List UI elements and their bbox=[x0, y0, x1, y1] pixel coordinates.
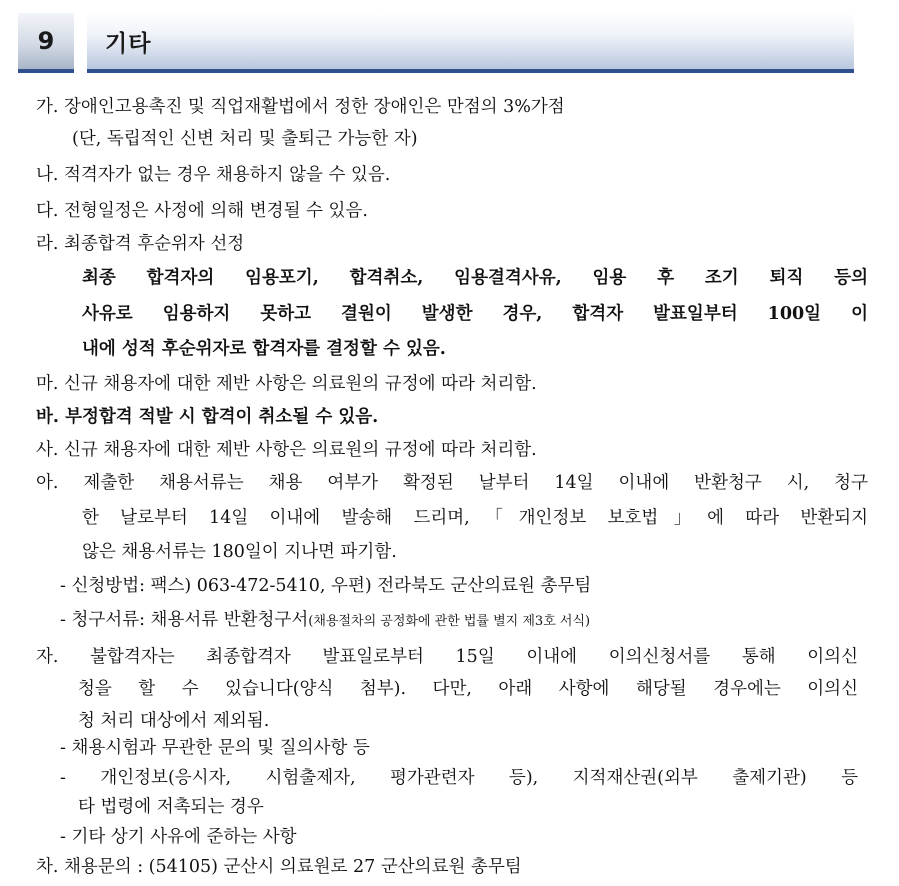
item-ra-detail-3: 내에 성적 후순위자로 합격자를 결정할 수 있음. bbox=[82, 339, 446, 359]
item-ma: 마. 신규 채용자에 대한 제반 사항은 의료원의 규정에 따라 처리함. bbox=[36, 374, 537, 394]
section-number: 9 bbox=[18, 13, 74, 73]
item-sa: 사. 신규 채용자에 대한 제반 사항은 의료원의 규정에 따라 처리함. bbox=[36, 440, 537, 460]
item-ba: 바. 부정합격 적발 시 합격이 취소될 수 있음. bbox=[36, 407, 379, 427]
item-ra-detail-2: 사유로 임용하지 못하고 결원이 발생한 경우, 합격자 발표일부터 100일 이 bbox=[82, 304, 868, 324]
item-ga-sub: (단, 독립적인 신변 처리 및 출퇴근 가능한 자) bbox=[72, 129, 418, 149]
section-title: 기타 bbox=[87, 13, 854, 73]
item-a-documents bbox=[60, 608, 590, 634]
item-cha: 차. 채용문의 : (54105) 군산시 의료원로 27 군산의료원 총무팀 bbox=[36, 857, 522, 877]
item-a-1: 아. 제출한 채용서류는 채용 여부가 확정된 날부터 14일 이내에 반환청구 시, 청구 bbox=[36, 473, 868, 493]
item-da: 다. 전형일정은 사정에 의해 변경될 수 있음. bbox=[36, 201, 368, 221]
item-ra: 라. 최종합격 후순위자 선정 bbox=[36, 234, 245, 254]
item-a-2: 한 날로부터 14일 이내에 발송해 드리며,「개인정보 보호법」에 따라 반환되지 bbox=[82, 508, 868, 528]
item-a-documents-main: - 청구서류: 채용서류 반환청구서 bbox=[60, 610, 309, 630]
item-na: 나. 적격자가 없는 경우 채용하지 않을 수 있음. bbox=[36, 165, 391, 185]
item-ra-detail-1: 최종 합격자의 임용포기, 합격취소, 임용결격사유, 임용 후 조기 퇴직 등의 bbox=[82, 268, 868, 288]
item-ja-1: 자. 불합격자는 최종합격자 발표일로부터 15일 이내에 이의신청서를 통해 이의신 bbox=[36, 647, 858, 667]
item-ga: 가. 장애인고용촉진 및 직업재활법에서 정한 장애인은 만점의 3%가점 bbox=[36, 97, 565, 117]
item-ja-exclusion-2-cont: 타 법령에 저촉되는 경우 bbox=[78, 797, 264, 817]
item-a-3: 않은 채용서류는 180일이 지나면 파기함. bbox=[82, 542, 397, 562]
item-ja-exclusion-2: - 개인정보(응시자, 시험출제자, 평가관련자 등), 지적재산권(외부 출제기관) 등 bbox=[60, 768, 858, 788]
item-ja-3: 청 처리 대상에서 제외됨. bbox=[78, 711, 270, 731]
item-ja-exclusion-3: - 기타 상기 사유에 준하는 사항 bbox=[60, 827, 297, 847]
item-a-apply-method: - 신청방법: 팩스) 063-472-5410, 우편) 전라북도 군산의료원 총무팀 bbox=[60, 576, 592, 596]
item-a-documents-note: (채용절차의 공정화에 관한 법률 별지 제3호 서식) bbox=[308, 614, 591, 629]
item-ja-exclusion-1: - 채용시험과 무관한 문의 및 질의사항 등 bbox=[60, 738, 370, 758]
item-ja-2: 청을 할 수 있습니다(양식 첨부). 다만, 아래 사항에 해당될 경우에는 이의신 bbox=[78, 679, 858, 699]
